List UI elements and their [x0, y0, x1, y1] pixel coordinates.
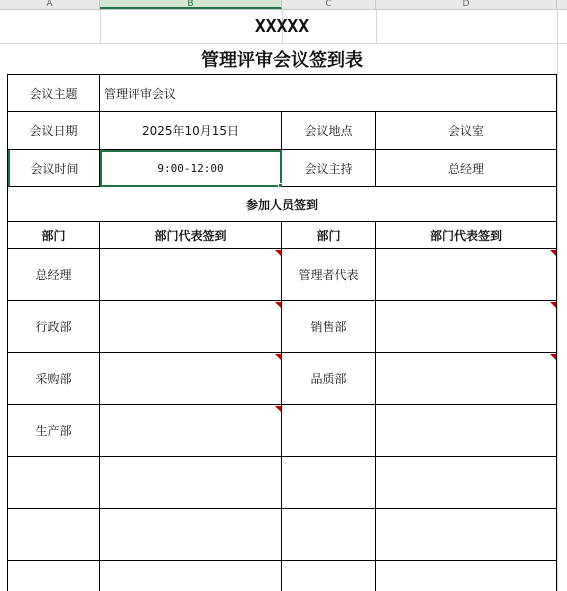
column-header-a[interactable]: A [0, 0, 100, 9]
column-header-d[interactable]: D [376, 0, 557, 9]
header-dept-2[interactable]: 部门 [282, 222, 376, 249]
place-value[interactable]: 会议室 [376, 112, 557, 150]
signature-cell[interactable] [376, 353, 557, 405]
signature-cell[interactable] [100, 353, 282, 405]
header-sign-1[interactable]: 部门代表签到 [100, 222, 282, 249]
signature-cell[interactable] [100, 405, 282, 457]
host-value[interactable]: 总经理 [376, 150, 557, 187]
dept-cell[interactable] [8, 561, 100, 591]
section-title[interactable]: 参加人员签到 [8, 187, 557, 222]
sheet-subtitle[interactable]: 管理评审会议签到表 [7, 44, 557, 75]
header-dept-1[interactable]: 部门 [8, 222, 100, 249]
signature-cell[interactable] [376, 249, 557, 301]
dept-cell[interactable] [282, 457, 376, 509]
column-header-c[interactable]: C [282, 0, 376, 9]
time-label[interactable]: 会议时间 [8, 150, 100, 187]
topic-label[interactable]: 会议主题 [8, 75, 100, 112]
signature-cell[interactable] [376, 457, 557, 509]
header-sign-2[interactable]: 部门代表签到 [376, 222, 557, 249]
topic-value[interactable]: 管理评审会议 [100, 75, 557, 112]
column-header-b[interactable]: B [100, 0, 282, 9]
comment-indicator-icon[interactable] [550, 354, 556, 360]
date-value[interactable]: 2025年10月15日 [100, 112, 282, 150]
dept-cell[interactable] [8, 457, 100, 509]
signature-cell[interactable] [100, 509, 282, 561]
signature-cell[interactable] [100, 249, 282, 301]
gridline [557, 10, 558, 591]
dept-cell[interactable] [282, 405, 376, 457]
comment-indicator-icon[interactable] [275, 302, 281, 308]
signature-cell[interactable] [376, 301, 557, 353]
dept-cell[interactable]: 生产部 [8, 405, 100, 457]
comment-indicator-icon[interactable] [550, 302, 556, 308]
dept-cell[interactable]: 管理者代表 [282, 249, 376, 301]
column-header-blank [557, 0, 567, 9]
signature-cell[interactable] [376, 561, 557, 591]
comment-indicator-icon[interactable] [550, 250, 556, 256]
sheet-title[interactable]: XXXXX [254, 16, 310, 37]
signature-cell[interactable] [376, 509, 557, 561]
comment-indicator-icon[interactable] [275, 406, 281, 412]
signature-cell[interactable] [100, 561, 282, 591]
dept-cell[interactable] [282, 509, 376, 561]
dept-cell[interactable]: 品质部 [282, 353, 376, 405]
comment-indicator-icon[interactable] [275, 250, 281, 256]
dept-cell[interactable] [282, 561, 376, 591]
host-label[interactable]: 会议主持 [282, 150, 376, 187]
column-header-bar [0, 0, 567, 10]
signature-cell[interactable] [100, 457, 282, 509]
signature-cell[interactable] [100, 301, 282, 353]
signature-cell[interactable] [376, 405, 557, 457]
dept-cell[interactable]: 销售部 [282, 301, 376, 353]
dept-cell[interactable] [8, 509, 100, 561]
time-value-active-cell[interactable]: 9:00-12:00 [100, 150, 282, 187]
place-label[interactable]: 会议地点 [282, 112, 376, 150]
comment-indicator-icon[interactable] [275, 354, 281, 360]
date-label[interactable]: 会议日期 [8, 112, 100, 150]
dept-cell[interactable]: 行政部 [8, 301, 100, 353]
dept-cell[interactable]: 采购部 [8, 353, 100, 405]
dept-cell[interactable]: 总经理 [8, 249, 100, 301]
